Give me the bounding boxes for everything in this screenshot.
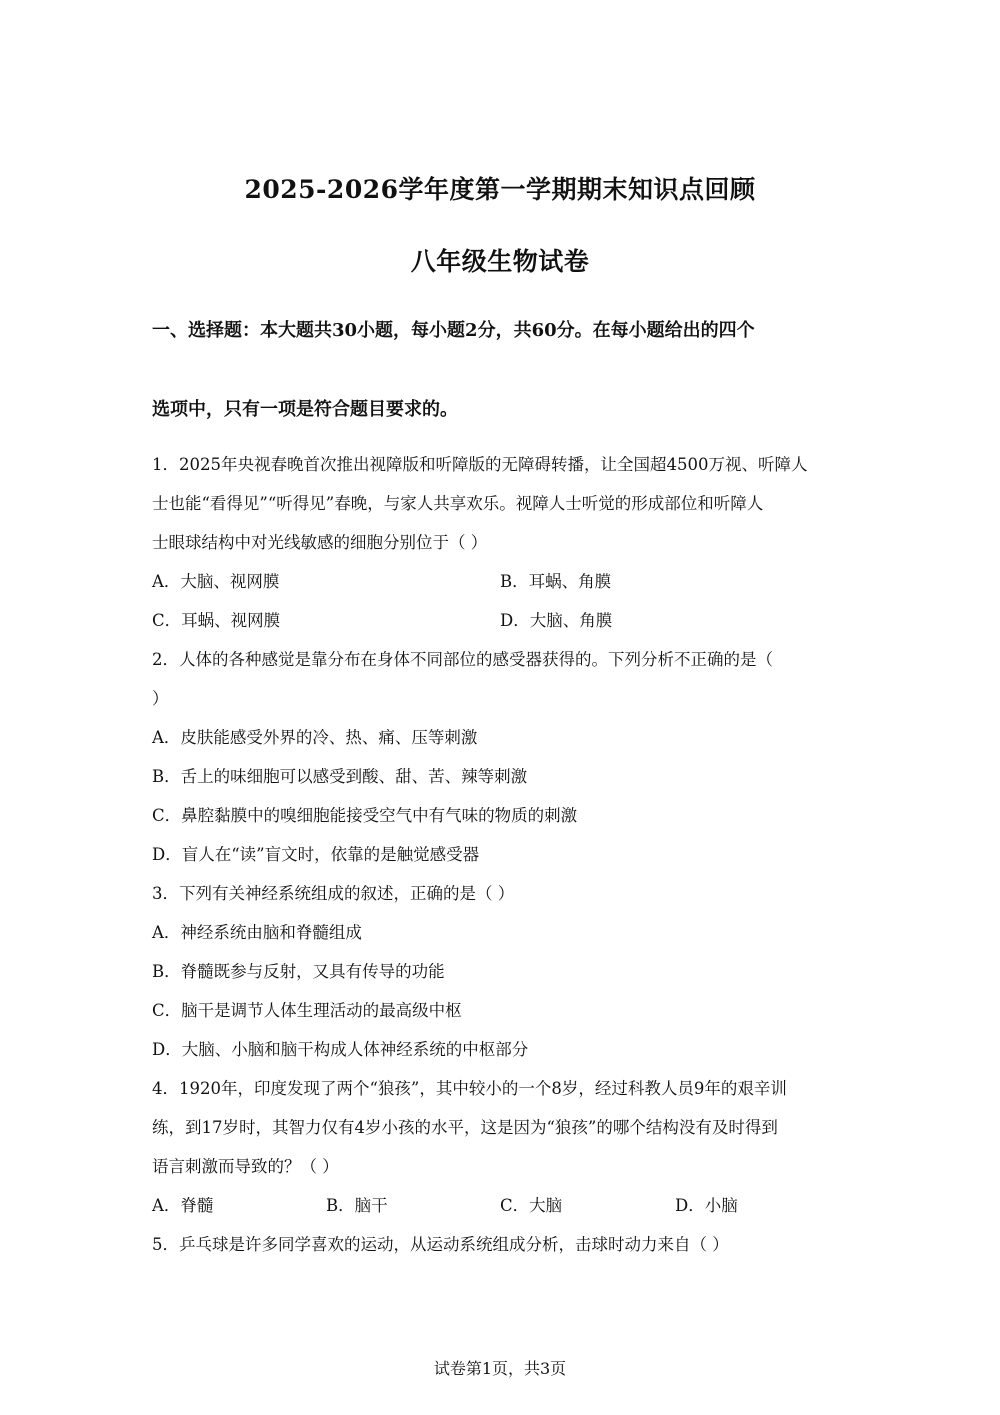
question-2-option-b: B．舌上的味细胞可以感受到酸、甜、苦、辣等刺激: [152, 767, 528, 786]
question-4-option-b: B．脑干: [326, 1196, 388, 1215]
question-4-option-d: D．小脑: [675, 1196, 738, 1215]
page-footer: 试卷第1页，共3页: [433, 1359, 567, 1378]
question-1-line-1: 1．2025年央视春晚首次推出视障版和听障版的无障碍转播，让全国超4500万视、听障人: [152, 455, 808, 474]
question-1-line-2: 士也能“看得见”“听得见”春晚，与家人共享欢乐。视障人士听觉的形成部位和听障人: [152, 494, 764, 513]
question-3-option-d: D．大脑、小脑和脑干构成人体神经系统的中枢部分: [152, 1040, 529, 1059]
question-1-option-c: C．耳蜗、视网膜: [152, 611, 281, 630]
question-3-option-b: B．脊髓既参与反射，又具有传导的功能: [152, 962, 445, 981]
question-4-option-a: A．脊髓: [152, 1196, 214, 1215]
question-4-line-3: 语言刺激而导致的？（ ）: [152, 1157, 339, 1176]
question-3-option-c: C．脑干是调节人体生理活动的最高级中枢: [152, 1001, 462, 1020]
question-1-option-a: A．大脑、视网膜: [152, 572, 280, 591]
question-2-option-a: A．皮肤能感受外界的冷、热、痛、压等刺激: [152, 728, 478, 747]
question-4-option-c: C．大脑: [500, 1196, 563, 1215]
exam-title: 2025-2026学年度第一学期期末知识点回顾: [244, 175, 756, 204]
question-1-line-3: 士眼球结构中对光线敏感的细胞分别位于（ ）: [152, 533, 488, 552]
question-4-line-1: 4．1920年，印度发现了两个“狼孩”，其中较小的一个8岁，经过科教人员9年的艰辛训: [152, 1079, 787, 1098]
question-1-option-d: D．大脑、角膜: [500, 611, 613, 630]
question-2-option-d: D．盲人在“读”盲文时，依靠的是触觉感受器: [152, 845, 480, 864]
question-2-line-2: ）: [152, 689, 169, 708]
question-5-line-1: 5．乒乓球是许多同学喜欢的运动，从运动系统组成分析，击球时动力来自（ ）: [152, 1235, 729, 1254]
question-4-line-2: 练，到17岁时，其智力仅有4岁小孩的水平，这是因为“狼孩”的哪个结构没有及时得到: [152, 1118, 778, 1137]
section-heading-line-2: 选项中，只有一项是符合题目要求的。: [152, 399, 458, 420]
question-3-line-1: 3．下列有关神经系统组成的叙述，正确的是（ ）: [152, 884, 515, 903]
section-heading-line-1: 一、选择题：本大题共30小题，每小题2分，共60分。在每小题给出的四个: [152, 320, 755, 341]
question-2-option-c: C．鼻腔黏膜中的嗅细胞能接受空气中有气味的物质的刺激: [152, 806, 578, 825]
question-3-option-a: A．神经系统由脑和脊髓组成: [152, 923, 362, 942]
question-1-option-b: B．耳蜗、角膜: [500, 572, 612, 591]
question-2-line-1: 2．人体的各种感觉是靠分布在身体不同部位的感受器获得的。下列分析不正确的是（: [152, 650, 773, 669]
exam-subtitle: 八年级生物试卷: [410, 247, 590, 276]
